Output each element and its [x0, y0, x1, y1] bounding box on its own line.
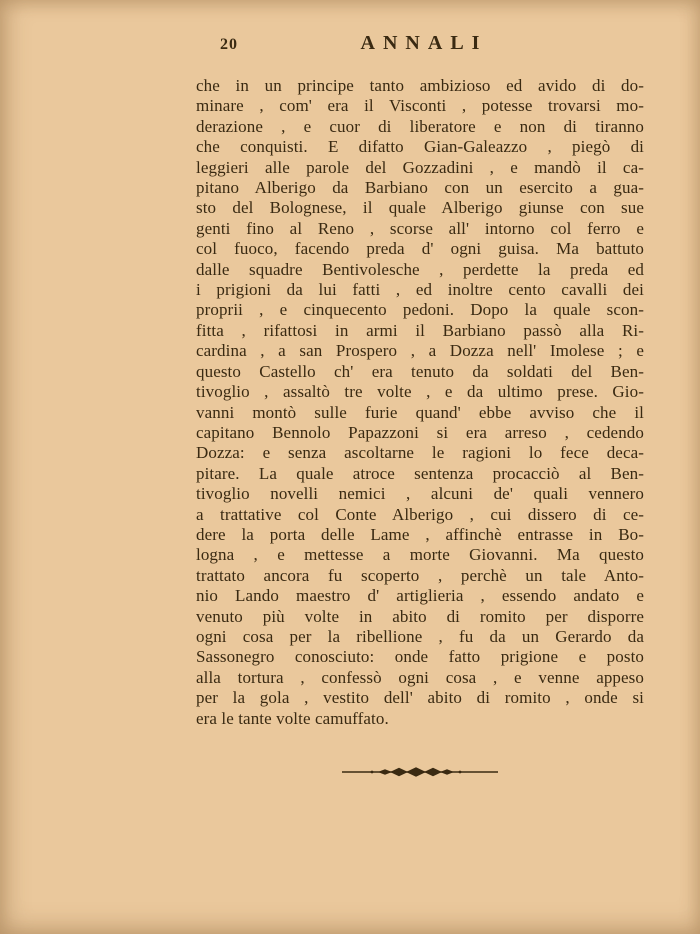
text-line: trattato ancora fu scoperto , perchè un tale Anto- [196, 565, 644, 585]
text-line: sto del Bolognese, il quale Alberigo giunse con sue [196, 198, 644, 218]
text-line: era le tante volte camuffato. [196, 708, 389, 728]
text-line: fitta , rifattosi in armi il Barbiano passò alla Ri- [196, 320, 644, 340]
text-line: Sassonegro conosciuto: onde fatto prigione e posto [196, 647, 644, 667]
text-line: dalle squadre Bentivolesche , perdette la preda ed [196, 259, 644, 279]
body-text [196, 76, 644, 729]
text-line: alla tortura , confessò ogni cosa , e venne appeso [196, 667, 644, 687]
text-line: che in un principe tanto ambizioso ed avido di do- [196, 76, 644, 95]
text-line: pitare. La quale atroce sentenza procacciò al Ben- [196, 463, 644, 483]
page-header [196, 32, 644, 58]
text-line: nio Lando maestro d' artiglieria , essendo andato e [196, 586, 644, 606]
text-line: Dozza: e senza ascoltarne le ragioni lo fece deca- [196, 443, 644, 463]
text-line: proprii , e cinquecento pedoni. Dopo la quale scon- [196, 300, 644, 320]
text-line: leggieri alle parole del Gozzadini , e mandò il ca- [196, 157, 644, 177]
text-line: dere la porta delle Lame , affinchè entrasse in Bo- [196, 524, 644, 544]
text-line: capitano Bennolo Papazzoni si era arreso , cedendo [196, 422, 644, 442]
text-line: minare , com' era il Visconti , potesse trovarsi mo- [196, 96, 644, 116]
diamond-rule-ornament-icon [340, 765, 500, 779]
running-title: ANNALI [360, 32, 488, 54]
page-number: 20 [220, 36, 238, 53]
text-line: logna , e mettesse a morte Giovanni. Ma questo [196, 545, 644, 565]
text-line: che conquisti. E difatto Gian-Galeazzo , piegò di [196, 137, 644, 157]
text-line: tivoglio novelli nemici , alcuni de' quali vennero [196, 484, 644, 504]
text-line: col fuoco, facendo preda d' ogni guisa. Ma battuto [196, 239, 644, 259]
text-line: questo Castello ch' era tenuto da soldati del Ben- [196, 361, 644, 381]
text-line: pitano Alberigo da Barbiano con un esercito a gua- [196, 178, 644, 198]
text-line: derazione , e cuor di liberatore e non di tiranno [196, 116, 644, 136]
text-line: venuto più volte in abito di romito per disporre [196, 606, 644, 626]
text-line: vanni montò sulle furie quand' ebbe avviso che il [196, 402, 644, 422]
text-line: ogni cosa per la ribellione , fu da un Gerardo da [196, 626, 644, 646]
section-divider [196, 763, 644, 781]
text-line: i prigioni da lui fatti , ed inoltre cento cavalli dei [196, 280, 644, 300]
text-line: a trattative col Conte Alberigo , cui dissero di ce- [196, 504, 644, 524]
text-line: per la gola , vestito dell' abito di romito , onde si [196, 688, 644, 708]
text-line: cardina , a san Prospero , a Dozza nell' Imolese ; e [196, 341, 644, 361]
text-line: genti fino al Reno , scorse all' intorno col ferro e [196, 218, 644, 238]
text-line: tivoglio , assaltò tre volte , e da ultimo prese. Gio- [196, 382, 644, 402]
